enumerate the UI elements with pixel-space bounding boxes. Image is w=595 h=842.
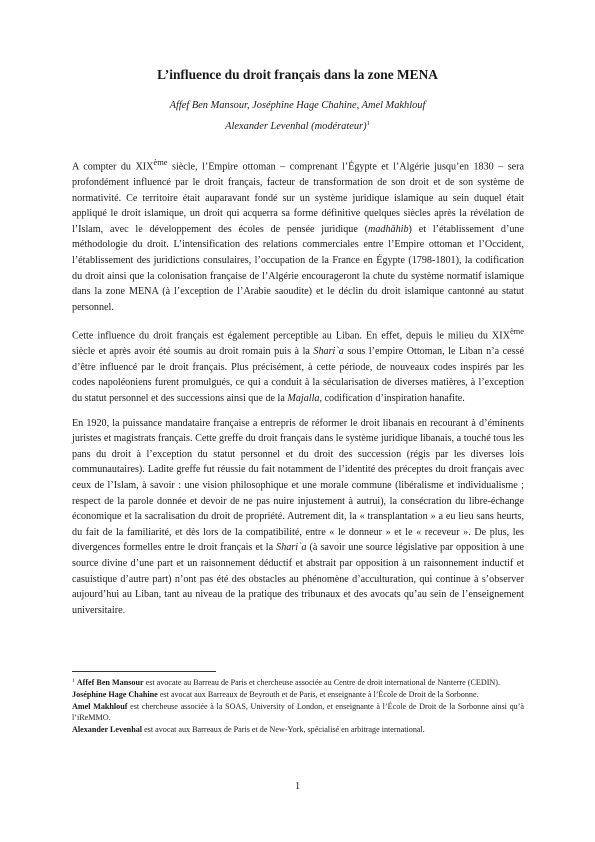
superscript: ème bbox=[509, 326, 524, 337]
italic-term: madhāhib bbox=[368, 223, 409, 235]
authors-line-2 bbox=[0, 115, 595, 136]
footnote-text: est avocat aux Barreaux de Paris et de New-York, spécialisé en arbitrage international. bbox=[142, 725, 425, 735]
footnote-1 bbox=[72, 676, 524, 689]
footnote-4 bbox=[72, 724, 524, 736]
footnote-text: est chercheuse associée à la SOAS, University of London, et enseignante à l’École de Droit de la Sorbonne ainsi qu’à l’iReMMO. bbox=[72, 701, 525, 723]
italic-term: Majalla bbox=[287, 393, 320, 405]
footnote-text: est avocate au Barreau de Paris et chercheuse associée au Centre de droit international de Nanterre (CEDIN). bbox=[143, 678, 501, 687]
footnote-author-name: Amel Makhlouf bbox=[72, 701, 128, 711]
paragraph-text: Cette influence du droit français est également perceptible au Liban. En effet, depuis le milieu du XIX bbox=[72, 330, 510, 342]
paragraph-3 bbox=[72, 416, 524, 619]
footnote-3 bbox=[72, 701, 524, 725]
paragraph-2 bbox=[72, 324, 524, 406]
paragraph-text: sous l’empire Ottoman, le Liban n’a cessé d’être influencé par le droit français. Plus précisément, à cette période, de nouveaux codes inspirés par les codes napoléoniens furent promulgués, ce qui a conduit à la sécularisation de diverses matières, à l’exception du statut personnel et des successions ainsi que de la bbox=[72, 346, 524, 405]
footnote-author-name: Affef Ben Mansour bbox=[76, 678, 144, 687]
paragraph-text: siècle, l’Empire ottoman – comprenant l’Égypte et l’Algérie jusqu’en 1830 – sera profondément influencé par le droit français, facteur de transformation de son droit et de son système de normativité. Ce territoire était auparavant fondé sur un système juridique islamique au sein duquel était appliqué le droit islamique, un droit qui acquerra sa forme définitive quelques siècles après la révélation de l’Islam, avec le développement des écoles de pensée juridique ( bbox=[72, 161, 524, 235]
document-title: L’influence du droit français dans la zone MENA bbox=[157, 67, 438, 82]
paragraph-text: A compter du XIX bbox=[72, 161, 154, 173]
paragraph-text: En 1920, la puissance mandataire française a entrepris de réformer le droit libanais en recourant à d’éminents juristes et magistrats français. Cette greffe du droit français dans le système juridique libanais, a touché tous les pans du droit à l’exception du statut personnel et du droit des succession (régis par les diverses lois communautaires). Ladite greffe fut réussie du fait notamment de l’identité des préceptes du droit français avec ceux de l’Islam, à savoir : une vision philosophique et une morale commune (libéralisme et individualisme ; respect de la parole donnée et devoir de ne pas nuire injustement à autrui), la consécration du libre-échange économique et la sacralisation du droit de propriété. Autrement dit, la « transplantation » a eu lieu sans heurts, du fait de la familiarité, et dès lors de la compatibilité, entre « le donneur » et le « receveur ». De plus, les divergences formelles entre le droit français et la bbox=[72, 417, 524, 554]
footnotes bbox=[72, 676, 524, 736]
footnote-2 bbox=[72, 689, 524, 701]
footnote-author-name: Alexander Levenhal bbox=[72, 725, 143, 735]
page-number: 1 bbox=[294, 781, 301, 792]
superscript: ème bbox=[153, 157, 168, 167]
paragraph-text: ) et l’établissement d’une méthodologie du droit. L’intensification des relations commerciales entre l’Empire ottoman et l’Occident, l’établissement des juridictions consulaires, l’occupation de la France en Égypte (1798-1801), la codification du droit ainsi que la colonisation française de l’Algérie encourageront la chute du système normatif islamique dans la zone MENA (à l’exception de l’Arabie saoudite) et le déclin du droit islamique cantonné au statut personnel. bbox=[72, 223, 524, 313]
footnote-author-name: Joséphine Hage Chahine bbox=[72, 689, 158, 699]
footnote-number: 1 bbox=[72, 678, 75, 684]
moderator-name: Alexander Levenhal (modérateur) bbox=[225, 121, 367, 132]
italic-term: Shari`a bbox=[313, 346, 344, 358]
paragraph-text: (à savoir une source législative par opposition à une source divine d’une part et un raisonnement déductif et abstrait par opposition à un raisonnement inductif et casuistique d’autre part) n’ont pas été des obstacles au phénomène d’acculturation, qui continue à s’observer aujourd’hui au Liban, tant au niveau de la pratique des tribunaux et des avocats qu’au sein de l’enseignement universitaire. bbox=[72, 542, 524, 616]
paragraph-1 bbox=[72, 155, 524, 315]
italic-term: Shari`a bbox=[276, 542, 307, 554]
paragraph-text: , codification d’inspiration hanafite. bbox=[319, 393, 465, 405]
paragraph-text: siècle et après avoir été soumis au droit romain puis à la bbox=[72, 346, 314, 358]
article-body bbox=[72, 155, 524, 627]
authors-block bbox=[0, 97, 595, 136]
footnote-mark: 1 bbox=[366, 120, 370, 127]
footnote-separator bbox=[72, 671, 216, 672]
footnote-text: est avocat aux Barreaux de Beyrouth et de Paris, et enseignante à l’École de Droit de la Sorbonne. bbox=[157, 689, 479, 699]
authors-line-1: Affef Ben Mansour, Joséphine Hage Chahine, Amel Makhlouf bbox=[169, 100, 426, 111]
